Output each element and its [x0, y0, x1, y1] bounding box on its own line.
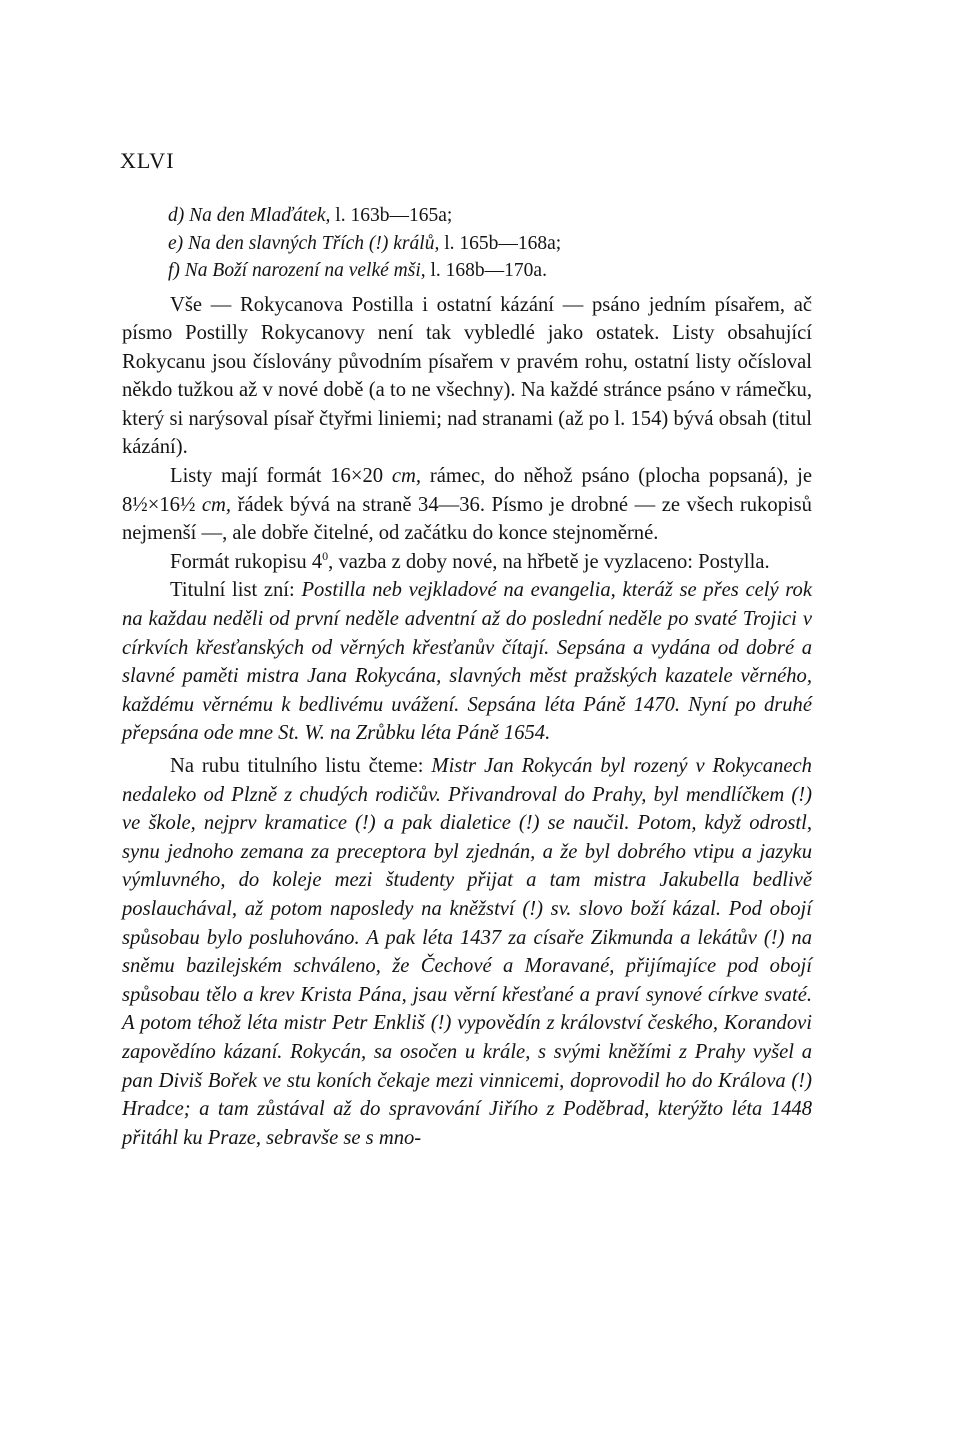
list-title: Na Boží narození na velké mši,: [184, 260, 426, 281]
paragraph-binding: [122, 548, 812, 577]
paragraph-verso: [122, 752, 812, 1152]
verso-quote: Mistr Jan Rokycán byl rozený v Rokycanech nedaleko od Plzně z chudých rodičův. Přivandroval do Prahy, byl mendlíčkem (!) ve škole, nejprv kramatice (!) a pak dialetice (!) se naučil. Potom, když odrostl, synu jednoho zemana za preceptora byl zjednán, a že byl dobrého vtipu a jazyku výmluvného, do koleje mezi študenty přijat a tam mistra Jakubella bedlivě poslauchával, až potom naposledy na kněžství (!) sv. slovo boží kázal. Pod obojí spůsobau bylo posluhováno. A pak léta 1437 za císaře Zikmunda a lekátův (!) na sněmu bazilejském schváleno, že Čechové a Moravané, přijímajíce pod obojí spůsobau tělo a krev Krista Pána, jsau věrní křesťané a praví synové církve svaté. A potom téhož léta mistr Petr Enkliš (!) vypovědín z království českého, Korandovi zapovědíno kázaní. Rokycán, sa osočen u krále, s svými kněžími z Prahy vyšel a pan Diviš Bořek ve stu koních čekaje mezi vinnicemi, doprovodil ho do Králova (!) Hradce; a tam zůstával až do spravování Jiřího z Poděbrad, kterýžto léta 1448 přitáhl ku Praze, sebravše se s mno-: [122, 755, 812, 1149]
list-item: [122, 202, 812, 230]
verso-intro: Na rubu titulního listu čteme:: [170, 755, 424, 777]
page-number: XLVI: [120, 148, 175, 173]
list-marker: f): [168, 260, 180, 281]
list-marker: e): [168, 232, 184, 254]
degree-mark: 0: [322, 548, 329, 563]
binding-text-b: , vazba z doby nové, na hřbetě je vyzlaceno: Postylla.: [328, 550, 770, 573]
title-page-quote: Postilla neb vejkladové na evangelia, kteráž se přes celý rok na každau neděli od první neděle adventní až do poslední neděle po svaté Trojici v církvích křesťanských od věrných křesťanův čítají. Sepsána a vydána od dobré a slavné paměti mistra Jana Rokycána, slavných měst pražských kazatele věrného, každému věrnému k bedlivému uvážení. Sepsána léta Páně 1470. Nyní po druhé přepsána ode mne St. W. na Zrůbku léta Páně 1654.: [122, 579, 812, 745]
unit-cm: cm,: [391, 465, 422, 488]
list-range: l. 163b—165a;: [335, 205, 453, 226]
list-range: l. 168b—170a.: [430, 260, 547, 281]
list-range: l. 165b—168a;: [444, 232, 562, 254]
unit-cm: cm,: [201, 493, 232, 516]
list-item: [122, 257, 812, 285]
list-title: Na den Mlaďátek,: [189, 205, 331, 226]
binding-text-a: Formát rukopisu 4: [170, 550, 323, 573]
document-page: [122, 148, 812, 1152]
list-title: Na den slavných Třích (!) králů,: [188, 232, 440, 254]
format-text-b: rámec, do něhož psáno (plocha popsaná), je 8½×16½: [122, 465, 813, 516]
paragraph-format: [122, 462, 812, 548]
paragraph-title-page: [122, 576, 812, 748]
list-item: [122, 230, 812, 258]
paragraph-script: Vše — Rokycanova Postilla i ostatní kázání — psáno jedním písařem, ač písmo Postilly Rokycanovy není tak vybledlé jako ostatek. Listy obsahující Rokycanu jsou číslovány původním písařem v pravém rohu, ostatní listy očísloval někdo tužkou až v nové době (a to ne všechny). Na každé stránce psáno v rámečku, který si narýsoval písař čtyřmi liniemi; nad stranami (až po l. 154) bývá obsah (titul kázání).: [122, 293, 812, 459]
list-marker: d): [168, 205, 185, 226]
format-text-c: řádek bývá na straně 34—36. Písmo je drobné — ze všech rukopisů nejmenší —, ale dobře čitelné, od začátku do konce stejnoměrné.: [122, 493, 812, 545]
title-page-intro: Titulní list zní:: [170, 579, 295, 602]
format-text-a: Listy mají formát 16×20: [170, 465, 384, 488]
sermon-list: [122, 202, 812, 285]
